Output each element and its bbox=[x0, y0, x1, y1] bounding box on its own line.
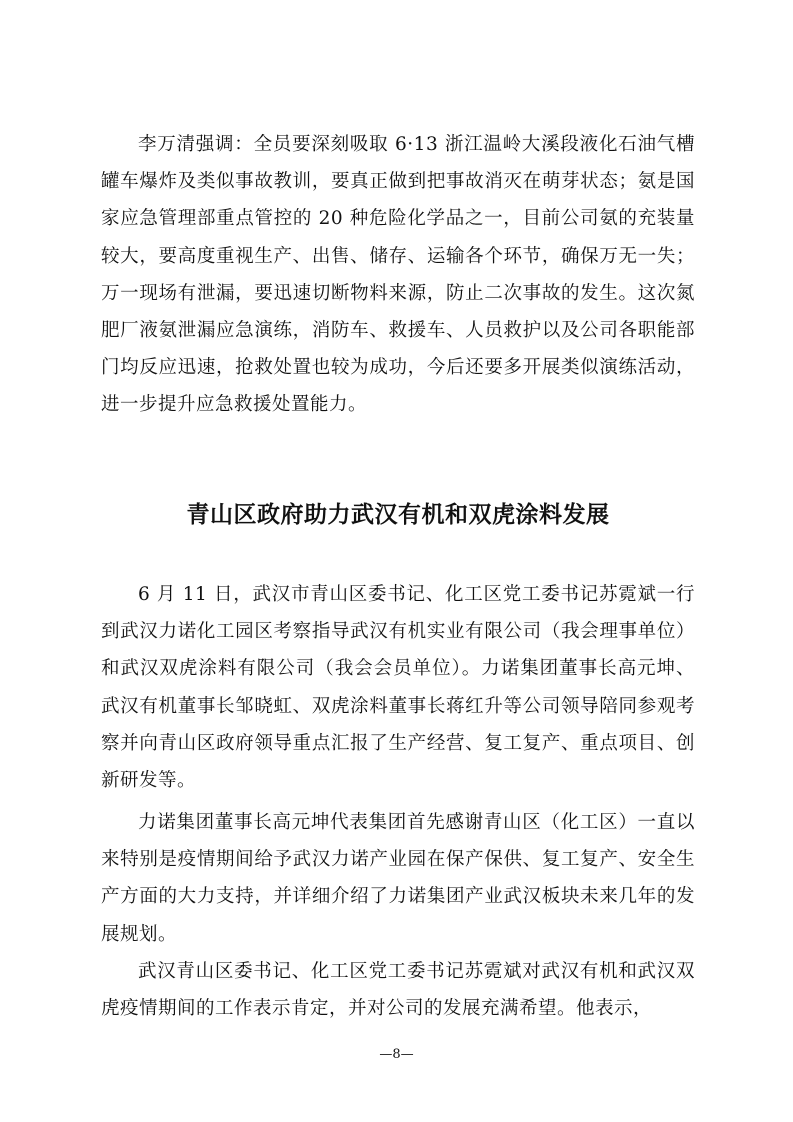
article-paragraph-3: 武汉青山区委书记、化工区党工委书记苏霓斌对武汉有机和武汉双虎疫情期间的工作表示肯定，并对公司的发展充满希望。他表示， bbox=[101, 961, 695, 1020]
article-paragraph-1: 6 月 11 日，武汉市青山区委书记、化工区党工委书记苏霓斌一行到武汉力诺化工园区考察指导武汉有机实业有限公司（我会理事单位）和武汉双虎涂料有限公司（我会会员单位）。力诺集团董事长高元坤、武汉有机董事长邹晓虹、双虎涂料董事长蒋红升等公司领导陪同参观考察并向青山区政府领导重点汇报了生产经营、复工复产、重点项目、创新研发等。 bbox=[101, 584, 695, 792]
intro-paragraph: 李万清强调：全员要深刻吸取 6·13 浙江温岭大溪段液化石油气槽罐车爆炸及类似事故教训，要真正做到把事故消灭在萌芽状态；氨是国家应急管理部重点管控的 20 种危险化学品之一，目前公司氨的充装量较大，要高度重视生产、出售、储存、运输各个环节，确保万无一失；万一现场有泄漏，要迅速切断物料来源，防止二次事故的发生。这次氮肥厂液氨泄漏应急演练，消防车、救援车、人员救护以及公司各职能部门均反应迅速，抢救处置也较为成功，今后还要多开展类似演练活动，进一步提升应急救援处置能力。 bbox=[101, 134, 695, 416]
article-paragraph-2: 力诺集团董事长高元坤代表集团首先感谢青山区（化工区）一直以来特别是疫情期间给予武汉力诺产业园在保产保供、复工复产、安全生产方面的大力支持，并详细介绍了力诺集团产业武汉板块未来几年的发展规划。 bbox=[101, 812, 695, 945]
page-number: —8— bbox=[379, 1047, 414, 1062]
article-title: 青山区政府助力武汉有机和双虎涂料发展 bbox=[186, 501, 610, 528]
